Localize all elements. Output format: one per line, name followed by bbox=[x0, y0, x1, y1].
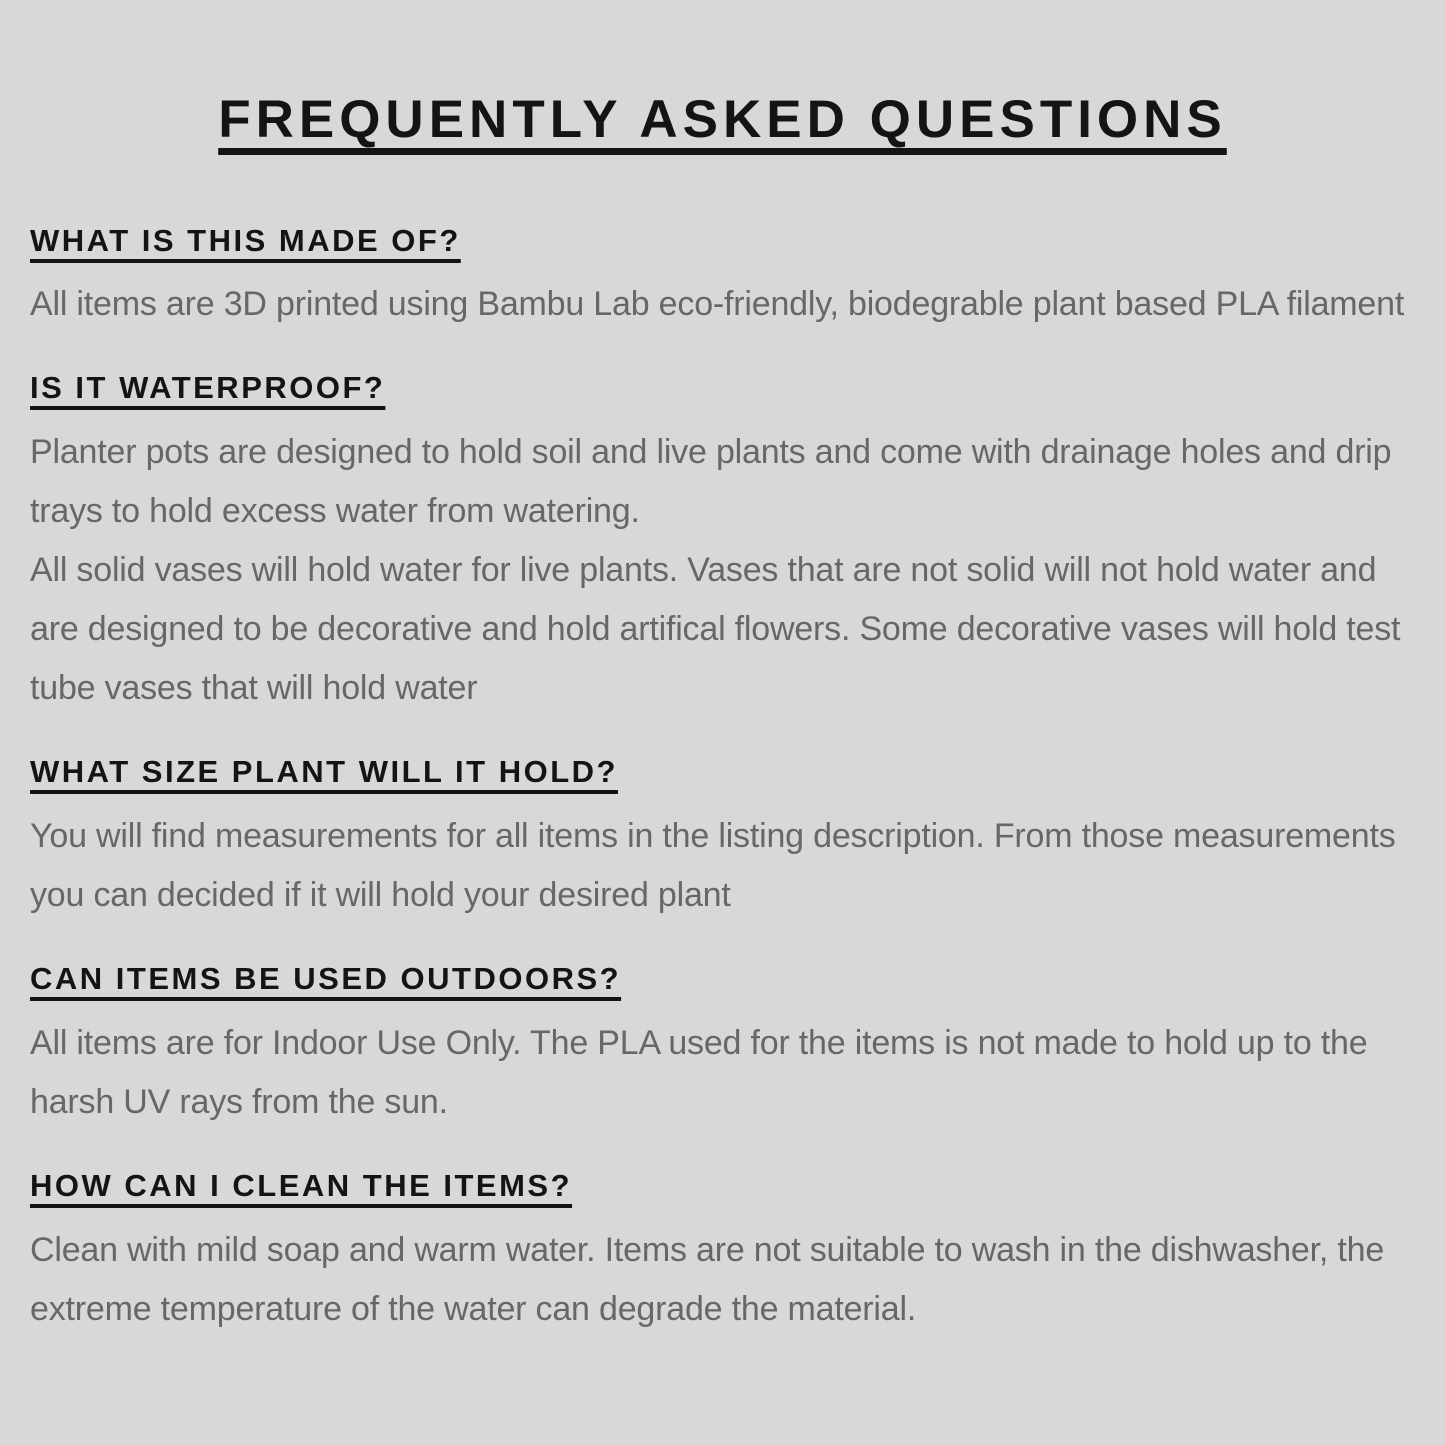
faq-section-waterproof bbox=[30, 367, 1415, 718]
faq-answer: All items are for Indoor Use Only. The PLA used for the items is not made to hold up to the harsh UV rays from the sun. bbox=[30, 1023, 1368, 1121]
faq-section-made-of bbox=[30, 220, 1415, 335]
faq-question-text: WHAT IS THIS MADE OF? bbox=[30, 222, 461, 258]
faq-answer: Planter pots are designed to hold soil and live plants and come with drainage holes and drip trays to hold excess water from watering. bbox=[30, 433, 1392, 531]
faq-question bbox=[30, 958, 1415, 1000]
faq-question bbox=[30, 1165, 1415, 1207]
faq-section-cleaning bbox=[30, 1165, 1415, 1339]
faq-question-text: HOW CAN I CLEAN THE ITEMS? bbox=[30, 1167, 573, 1203]
page-title bbox=[30, 88, 1415, 152]
faq-answer: Clean with mild soap and warm water. Items are not suitable to wash in the dishwasher, the extreme temperature of the water can degrade the material. bbox=[30, 1230, 1385, 1328]
faq-question-text: IS IT WATERPROOF? bbox=[30, 370, 386, 406]
faq-question bbox=[30, 220, 1415, 262]
faq-section-plant-size bbox=[30, 751, 1415, 925]
faq-question-text: CAN ITEMS BE USED OUTDOORS? bbox=[30, 961, 622, 997]
faq-section-outdoors bbox=[30, 958, 1415, 1132]
faq-question-text: WHAT SIZE PLANT WILL IT HOLD? bbox=[30, 754, 618, 790]
faq-answer: You will find measurements for all items in the listing description. From those measurements you can decided if it will hold your desired plant bbox=[30, 817, 1396, 915]
faq-answer: All solid vases will hold water for live plants. Vases that are not solid will not hold water and are designed to be decorative and hold artifical flowers. Some decorative vases will hold test tube vases that will hold water bbox=[30, 551, 1401, 708]
faq-question bbox=[30, 367, 1415, 409]
faq-question bbox=[30, 751, 1415, 793]
faq-answer: All items are 3D printed using Bambu Lab eco-friendly, biodegrable plant based PLA filament bbox=[30, 285, 1405, 324]
page-title-text: FREQUENTLY ASKED QUESTIONS bbox=[218, 90, 1227, 149]
